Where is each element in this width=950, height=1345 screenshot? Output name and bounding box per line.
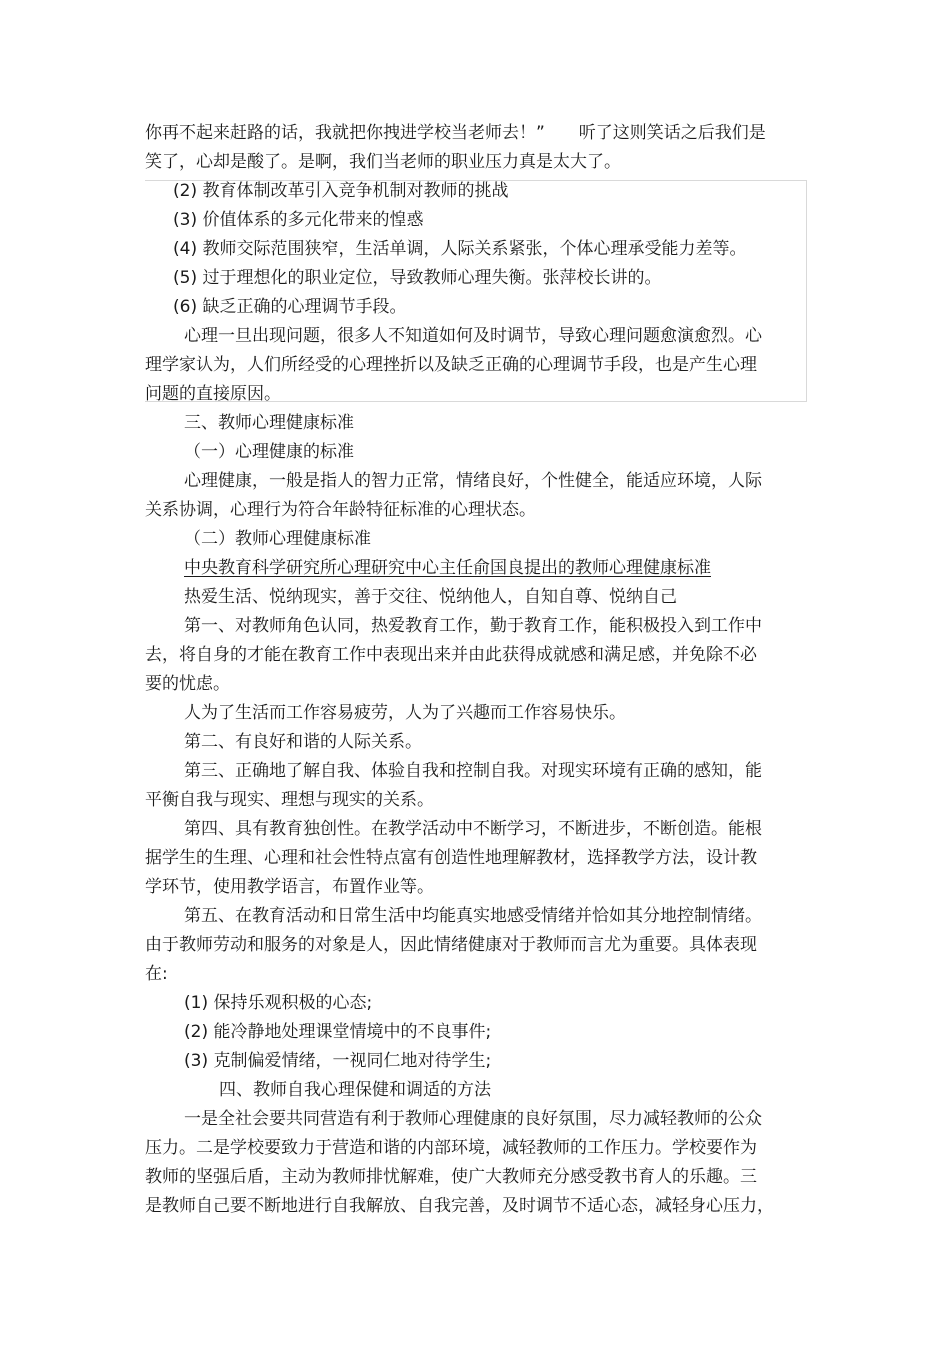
paragraph-line: 平衡自我与现实、理想与现实的关系。 xyxy=(145,790,434,810)
summary-line: 热爱生活、悦纳现实，善于交往、悦纳他人，自知自尊、悦纳自己 xyxy=(184,587,677,607)
paragraph-line: 问题的直接原因。 xyxy=(145,384,281,404)
subsection-heading: （一）心理健康的标准 xyxy=(184,442,354,462)
subsection-heading: （二）教师心理健康标准 xyxy=(184,529,371,549)
paragraph-line: 教师的坚强后盾，主动为教师排忧解难，使广大教师充分感受教书育人的乐趣。三 xyxy=(145,1167,757,1187)
paragraph-line: 第五、在教育活动和日常生活中均能真实地感受情绪并恰如其分地控制情绪。 xyxy=(184,906,762,926)
list-item: (5) 过于理想化的职业定位，导致教师心理失衡。张萍校长讲的。 xyxy=(173,268,662,288)
paragraph-line: 由于教师劳动和服务的对象是人，因此情绪健康对于教师而言尤为重要。具体表现 xyxy=(145,935,757,955)
list-item: (2) 教育体制改革引入竞争机制对教师的挑战 xyxy=(173,181,509,201)
paragraph-line: 是教师自己要不断地进行自我解放、自我完善，及时调节不适心态，减轻身心压力， xyxy=(145,1196,774,1216)
paragraph-line: 第四、具有教育独创性。在教学活动中不断学习，不断进步，不断创造。能根 xyxy=(184,819,762,839)
paragraph-line: 人为了生活而工作容易疲劳，人为了兴趣而工作容易快乐。 xyxy=(184,703,626,723)
section-heading: 三、教师心理健康标准 xyxy=(184,413,354,433)
list-item: (2) 能冷静地处理课堂情境中的不良事件; xyxy=(184,1022,492,1042)
paragraph-line: 学环节，使用教学语言，布置作业等。 xyxy=(145,877,434,897)
paragraph-line: 第三、正确地了解自我、体验自我和控制自我。对现实环境有正确的感知，能 xyxy=(184,761,762,781)
paragraph-line: 在: xyxy=(145,964,168,984)
paragraph-line: 心理健康，一般是指人的智力正常，情绪良好，个性健全，能适应环境，人际 xyxy=(184,471,762,491)
paragraph-line: 一是全社会要共同营造有利于教师心理健康的良好氛围，尽力减轻教师的公众 xyxy=(184,1109,762,1129)
paragraph-line: 笑了，心却是酸了。是啊，我们当老师的职业压力真是太大了。 xyxy=(145,152,621,172)
list-item: (1) 保持乐观积极的心态; xyxy=(184,993,373,1013)
paragraph-line: 第二、有良好和谐的人际关系。 xyxy=(184,732,422,752)
paragraph-line: 第一、对教师角色认同，热爱教育工作，勤于教育工作，能积极投入到工作中 xyxy=(184,616,762,636)
paragraph-line: 压力。二是学校要致力于营造和谐的内部环境，减轻教师的工作压力。学校要作为 xyxy=(145,1138,757,1158)
paragraph-line: 你再不起来赶路的话，我就把你拽进学校当老师去！” 听了这则笑话之后我们是 xyxy=(145,123,766,143)
list-item: (6) 缺乏正确的心理调节手段。 xyxy=(173,297,407,317)
list-item: (4) 教师交际范围狭窄，生活单调，人际关系紧张，个体心理承受能力差等。 xyxy=(173,239,747,259)
list-item: (3) 价值体系的多元化带来的惶惑 xyxy=(173,210,424,230)
paragraph-line: 要的忧虑。 xyxy=(145,674,230,694)
paragraph-line: 去，将自身的才能在教育工作中表现出来并由此获得成就感和满足感，并免除不必 xyxy=(145,645,757,665)
section-heading: 四、教师自我心理保健和调适的方法 xyxy=(219,1080,491,1100)
list-item: (3) 克制偏爱情绪，一视同仁地对待学生; xyxy=(184,1051,492,1071)
paragraph-line: 理学家认为，人们所经受的心理挫折以及缺乏正确的心理调节手段，也是产生心理 xyxy=(145,355,757,375)
paragraph-line: 据学生的生理、心理和社会性特点富有创造性地理解教材，选择教学方法，设计教 xyxy=(145,848,757,868)
paragraph-line: 心理一旦出现问题，很多人不知道如何及时调节，导致心理问题愈演愈烈。心 xyxy=(184,326,762,346)
underlined-source-line: 中央教育科学研究所心理研究中心主任俞国良提出的教师心理健康标准 xyxy=(184,558,711,578)
paragraph-line: 关系协调，心理行为符合年龄特征标准的心理状态。 xyxy=(145,500,536,520)
